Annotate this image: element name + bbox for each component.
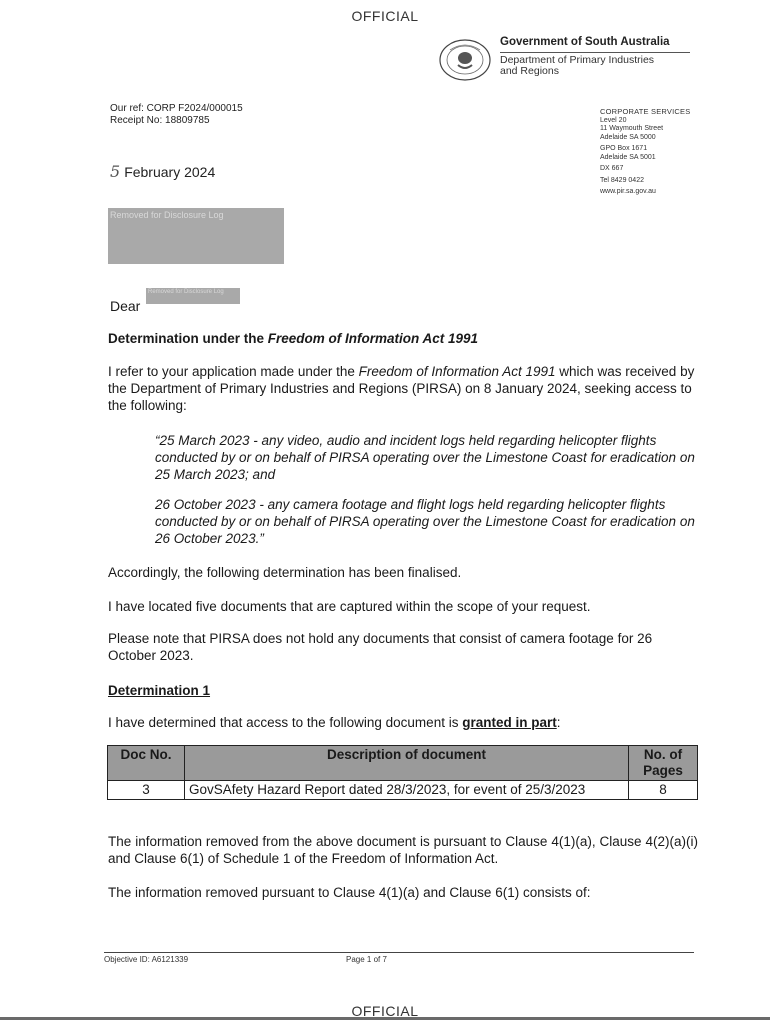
- address-line: GPO Box 1671: [600, 145, 648, 152]
- receipt-number: Receipt No: 18809785: [110, 115, 210, 126]
- paragraph-2: Accordingly, the following determination has been finalised.: [108, 565, 462, 580]
- redacted-address: [108, 208, 284, 264]
- table-row: [108, 781, 698, 800]
- paragraph-6: The information removed from the above document is pursuant to Clause 4(1)(a), Clause 4(2)(a)(i) and Clause 6(1) of Schedule 1 of the Freedom of Information Act.: [108, 834, 698, 866]
- footer-divider: [104, 952, 694, 953]
- classification-top: OFFICIAL: [351, 8, 419, 24]
- determination-heading: Determination 1: [108, 683, 211, 698]
- address-line: www.pir.sa.gov.au: [600, 188, 656, 195]
- p5-text-c: :: [556, 715, 561, 730]
- redaction-label-small: Removed for Disclosure Log: [148, 289, 224, 295]
- paragraph-1: [108, 363, 698, 414]
- our-reference: Our ref: CORP F2024/000015: [110, 103, 243, 114]
- scan-edge-line: [0, 1017, 770, 1020]
- quote-2: 26 October 2023 - any camera footage and flight logs held regarding helicopter flights conducted by or on behalf of PIRSA operating over the Limestone Coast for eradication on 26 October 2023.”: [155, 497, 695, 546]
- department-name: [500, 55, 654, 77]
- date-text: February 2024: [124, 164, 216, 180]
- header-divider: [500, 52, 690, 53]
- p5-text-a: I have determined that access to the following document is: [108, 715, 463, 730]
- address-line: Tel 8429 0422: [600, 176, 644, 184]
- address-line: 11 Waymouth Street: [600, 125, 664, 132]
- page-number: Page 1 of 7: [346, 955, 387, 964]
- redacted-name: [146, 288, 240, 304]
- state-crest-logo-icon: [438, 38, 492, 82]
- objective-id: Objective ID: A6121339: [104, 955, 189, 964]
- salutation: Dear: [110, 298, 141, 314]
- column-pages: No. of Pages: [629, 746, 698, 781]
- quote-1: “25 March 2023 - any video, audio and incident logs held regarding helicopter flights conducted by or on behalf of PIRSA operating over the Limestone Coast for eradication on 25 March 2023; and: [155, 433, 695, 482]
- department-line-2: and Regions: [500, 65, 559, 77]
- cell-pages: 8: [629, 781, 698, 800]
- cell-doc-no: 3: [108, 781, 185, 800]
- p1-act: Freedom of Information Act 1991: [358, 364, 556, 379]
- corporate-address-block: [600, 108, 690, 197]
- paragraph-5: [108, 714, 698, 731]
- paragraph-3: I have located five documents that are captured within the scope of your request.: [108, 599, 591, 614]
- department-line-1: Department of Primary Industries: [500, 54, 655, 66]
- subject-line: [108, 330, 698, 347]
- p5-granted-in-part: granted in part: [462, 715, 557, 730]
- paragraph-4: Please note that PIRSA does not hold any documents that consist of camera footage for 26 October 2023.: [108, 631, 653, 663]
- documents-table: [107, 745, 698, 800]
- table-header-row: [108, 746, 698, 781]
- p1-text-a: I refer to your application made under the: [108, 364, 359, 379]
- redaction-label: Removed for Disclosure Log: [110, 210, 224, 220]
- corporate-heading: CORPORATE SERVICES: [600, 107, 691, 116]
- classification-bottom: OFFICIAL: [351, 1003, 419, 1017]
- p1-text-b: which was received by the Department of Primary Industries and Regions (PIRSA) on 8 January 2024, seeking access to the following:: [108, 364, 695, 413]
- handwritten-day: 5: [110, 162, 121, 181]
- paragraph-7: The information removed pursuant to Clause 4(1)(a) and Clause 6(1) consists of:: [108, 885, 591, 900]
- reference-block: [110, 103, 243, 127]
- address-line: Level 20: [600, 116, 627, 124]
- address-line: Adelaide SA 5001: [600, 153, 656, 161]
- letter-date: [110, 162, 215, 181]
- column-doc-no: Doc No.: [108, 746, 185, 781]
- subject-act: Freedom of Information Act 1991: [267, 331, 479, 346]
- address-line: DX 667: [600, 165, 624, 172]
- cell-description: GovSAfety Hazard Report dated 28/3/2023, for event of 25/3/2023: [185, 781, 629, 800]
- column-description: Description of document: [185, 746, 629, 781]
- government-name: Government of South Australia: [500, 36, 670, 48]
- subject-prefix: Determination under the: [108, 331, 268, 346]
- address-line: Adelaide SA 5000: [600, 133, 656, 141]
